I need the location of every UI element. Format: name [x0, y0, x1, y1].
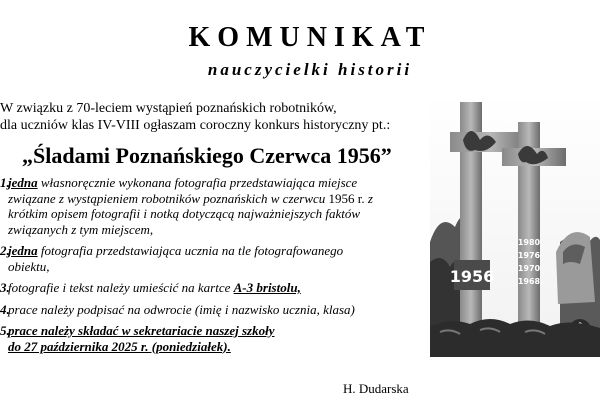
monument-photo: [430, 92, 600, 357]
cross-date: 1980: [517, 238, 541, 247]
rules-list: [0, 175, 430, 360]
rule-text: prace należy składać w sekretariacie naszej szkoły: [8, 323, 275, 338]
rule-text: krótkim opisem fotografii i notką dotyczącą najważniejszych faktów: [8, 206, 361, 221]
rule-text: związane z wystąpieniem robotników poznańskich w czerwcu: [8, 190, 329, 206]
intro-line-1: W związku z 70-leciem wystąpień poznańskich robotników,: [0, 101, 337, 116]
rule-emphasis: jedna: [8, 175, 38, 190]
monument-illustration: [430, 92, 600, 357]
intro-line-2: dla uczniów klas IV-VIII ogłaszam coroczny konkurs historyczny pt.:: [0, 118, 391, 133]
announcement-subtitle: nauczycielki historii: [207, 60, 413, 79]
cross-date: 1976: [517, 251, 541, 260]
rule-text: fotografie i tekst należy umieścić na kartce: [8, 280, 234, 295]
rule-emphasis: A-3 bristolu,: [233, 280, 301, 295]
rule-item-5: [0, 323, 430, 354]
crowd: [430, 319, 600, 357]
rule-item-2: [0, 243, 430, 274]
rule-text: własnoręcznie wykonana fotografia przedstawiająca miejsce: [37, 175, 358, 190]
rule-text: związanych z tym miejscem,: [8, 221, 154, 237]
signature: H. Dudarska: [343, 381, 409, 396]
contest-title: „Śladami Poznańskiego Czerwca 1956”: [22, 143, 392, 168]
rule-number: 5.: [0, 323, 10, 338]
base-year: 1956: [449, 267, 495, 286]
announcement-title: KOMUNIKAT: [188, 22, 432, 53]
rule-year: 1956 r.: [328, 190, 365, 206]
rule-text: fotografia przedstawiająca ucznia na tle fotografowanego: [37, 243, 344, 258]
rule-item-4: [0, 302, 430, 318]
intro-paragraph: [0, 100, 430, 134]
cross-date: 1968: [517, 277, 541, 286]
rule-number: 2.: [0, 243, 10, 258]
rule-text: prace należy podpisać na odwrocie (imię i nazwisko ucznia, klasa): [8, 301, 355, 317]
rule-number: 1.: [0, 175, 10, 190]
rule-text: do 27 października 2025 r. (poniedziałek).: [8, 338, 231, 354]
rule-emphasis: jedna: [8, 243, 38, 258]
rule-item-1: [0, 175, 430, 237]
rule-item-3: [0, 280, 430, 296]
rule-number: 3.: [0, 280, 10, 295]
rule-number: 4.: [0, 301, 10, 317]
rule-text: z: [364, 190, 373, 206]
sculpture: [556, 232, 595, 304]
cross-date: 1970: [517, 264, 541, 273]
rule-text: obiektu,: [8, 258, 50, 274]
